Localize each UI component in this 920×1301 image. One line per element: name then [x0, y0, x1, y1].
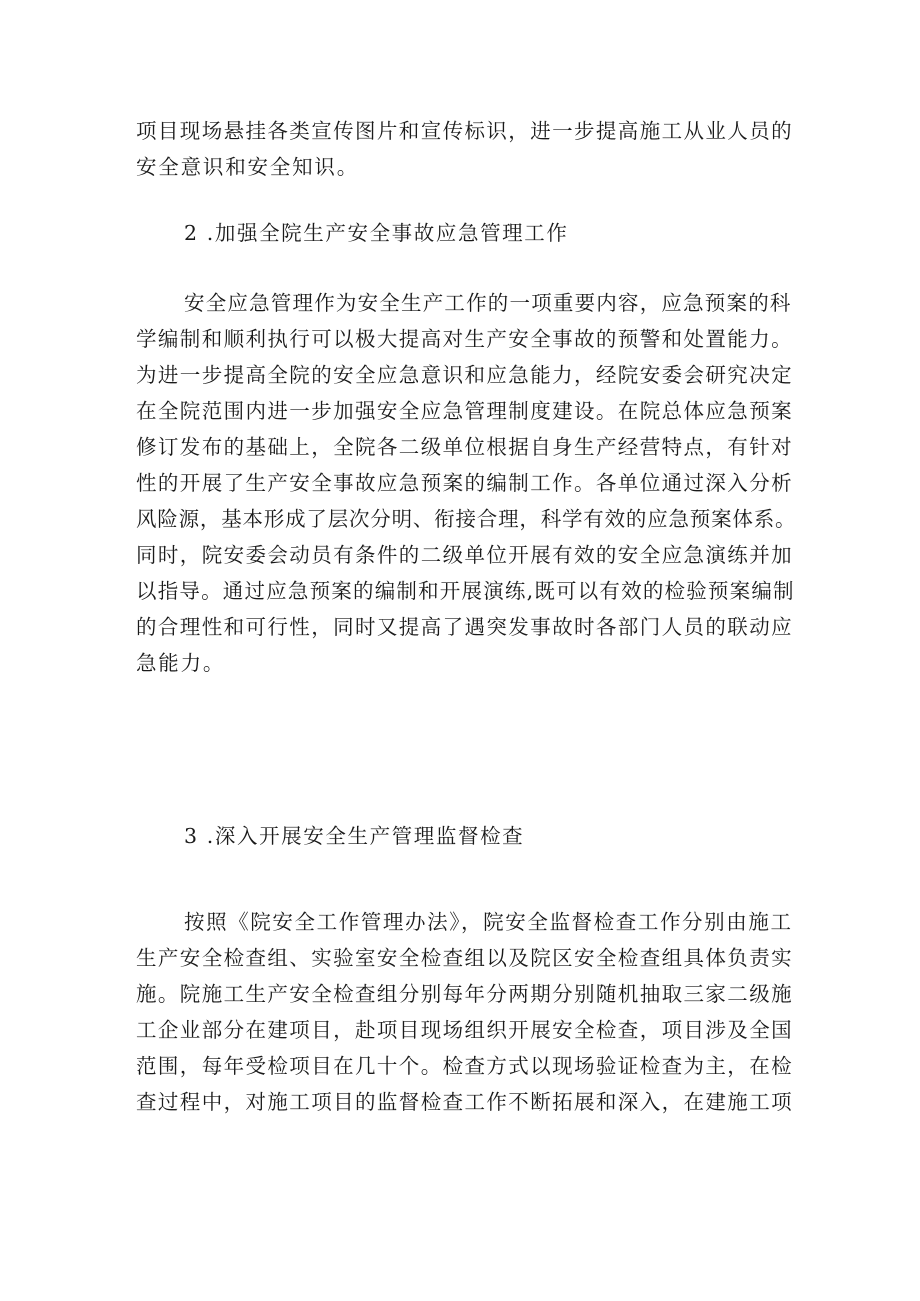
paragraph-line: 生产安全检查组、实验室安全检查组以及院区安全检查组具体负责实 [136, 946, 793, 970]
section-2-paragraph [136, 285, 796, 681]
paragraph-line: 以指导。通过应急预案的编制和开展演练,既可以有效的检验预案编制 [136, 579, 795, 603]
paragraph-line: 项目现场悬挂各类宣传图片和宣传标识，进一步提高施工从业人员的 [136, 119, 793, 143]
paragraph-line: 风险源，基本形成了层次分明、衔接合理，科学有效的应急预案体系。 [136, 507, 797, 531]
section-3-paragraph [136, 904, 796, 1120]
paragraph-line: 工企业部分在建项目，赴项目现场组织开展安全检查，项目涉及全国 [136, 1018, 793, 1042]
paragraph-line: 性的开展了生产安全事故应急预案的编制工作。各单位通过深入分析 [136, 471, 793, 495]
paragraph-line: 学编制和顺利执行可以极大提高对生产安全事故的预警和处置能力。 [136, 327, 793, 351]
paragraph-line: 的合理性和可行性，同时又提高了遇突发事故时各部门人员的联动应 [136, 615, 793, 639]
paragraph-line: 安全应急管理作为安全生产工作的一项重要内容，应急预案的科 [184, 291, 792, 315]
intro-paragraph [136, 113, 796, 185]
section-heading: 2 .加强全院生产安全事故应急管理工作 [184, 221, 569, 245]
paragraph-line: 修订发布的基础上，全院各二级单位根据自身生产经营特点，有针对 [136, 435, 793, 459]
section-2-heading [136, 215, 796, 251]
paragraph-line: 急能力。 [136, 651, 226, 675]
paragraph-line: 安全意识和安全知识。 [136, 155, 359, 179]
section-heading: 3 .深入开展安全生产管理监督检查 [184, 824, 525, 848]
paragraph-line: 按照《院安全工作管理办法》，院安全监督检查工作分别由施工 [184, 910, 793, 934]
paragraph-line: 范围，每年受检项目在几十个。检查方式以现场验证检查为主，在检 [136, 1054, 793, 1078]
paragraph-line: 查过程中，对施工项目的监督检查工作不断拓展和深入，在建施工项 [136, 1090, 793, 1114]
section-3-heading [136, 818, 796, 854]
paragraph-line: 施。院施工生产安全检查组分别每年分两期分别随机抽取三家二级施 [136, 982, 793, 1006]
paragraph-line: 在全院范围内进一步加强安全应急管理制度建设。在院总体应急预案 [136, 399, 793, 423]
paragraph-line: 同时，院安委会动员有条件的二级单位开展有效的安全应急演练并加 [136, 543, 793, 567]
paragraph-line: 为进一步提高全院的安全应急意识和应急能力，经院安委会研究决定 [136, 363, 793, 387]
